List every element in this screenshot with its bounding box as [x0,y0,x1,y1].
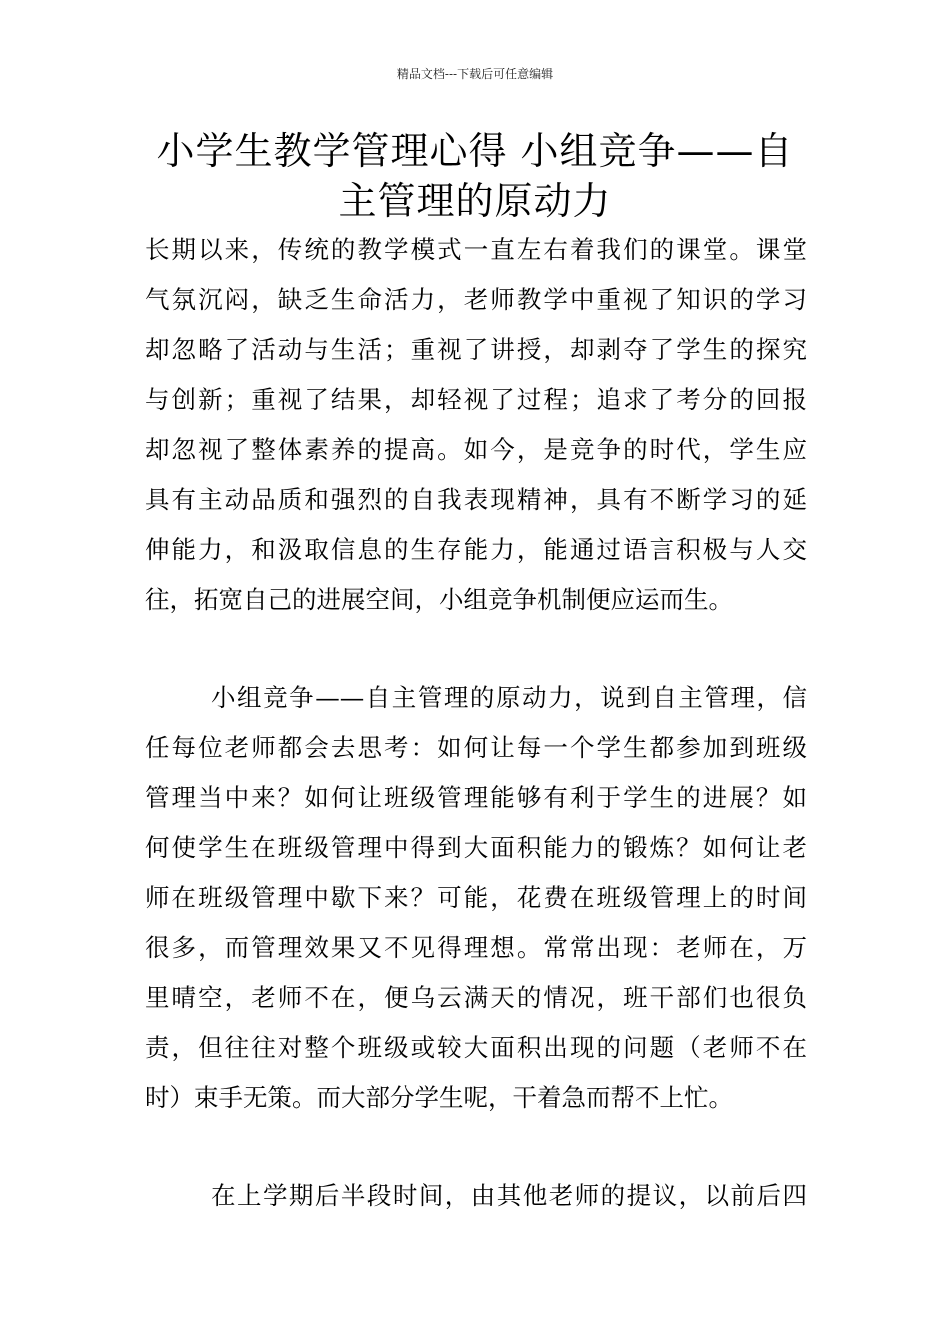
text-line: 长期以来，传统的教学模式一直左右着我们的课堂。课堂 [145,235,807,264]
paragraph-2 [145,673,807,1123]
text-line: 师在班级管理中歇下来？可能，花费在班级管理上的时间 [145,883,807,912]
text-line: 何使学生在班级管理中得到大面积能力的锻炼？如何让老 [145,833,807,862]
text-line: 气氛沉闷，缺乏生命活力，老师教学中重视了知识的学习 [145,285,807,314]
text-line: 具有主动品质和强烈的自我表现精神，具有不断学习的延 [145,485,807,514]
title-line: 小学生教学管理心得 小组竞争——自 [156,129,794,173]
text-line: 管理当中来？如何让班级管理能够有利于学生的进展？如 [145,783,807,812]
header-note: 精品文档---下载后可任意编辑 [396,67,554,81]
paragraph-3 [145,1171,807,1221]
text-line: 却忽略了活动与生活；重视了讲授，却剥夺了学生的探究 [145,335,807,364]
text-line: 往，拓宽自己的进展空间，小组竞争机制便应运而生。 [145,585,733,614]
text-line: 时）束手无策。而大部分学生呢，干着急而帮不上忙。 [145,1083,733,1112]
text-line: 任每位老师都会去思考：如何让每一个学生都参加到班级 [145,733,807,762]
text-line: 很多，而管理效果又不见得理想。常常出现：老师在，万 [145,933,807,962]
text-line: 却忽视了整体素养的提高。如今，是竞争的时代，学生应 [145,435,807,464]
paragraph-1 [145,225,807,625]
text-line: 与创新；重视了结果，却轻视了过程；追求了考分的回报 [145,385,807,414]
title-line: 主管理的原动力 [338,179,612,223]
text-line: 里晴空，老师不在，便乌云满天的情况，班干部们也很负 [145,983,807,1012]
text-line: 伸能力，和汲取信息的生存能力，能通过语言积极与人交 [145,535,807,564]
text-line: 在上学期后半段时间，由其他老师的提议，以前后四 [211,1181,807,1210]
text-line: 小组竞争——自主管理的原动力，说到自主管理，信 [211,683,807,712]
document-title [145,126,805,226]
text-line: 责，但往往对整个班级或较大面积出现的问题（老师不在 [145,1033,807,1062]
